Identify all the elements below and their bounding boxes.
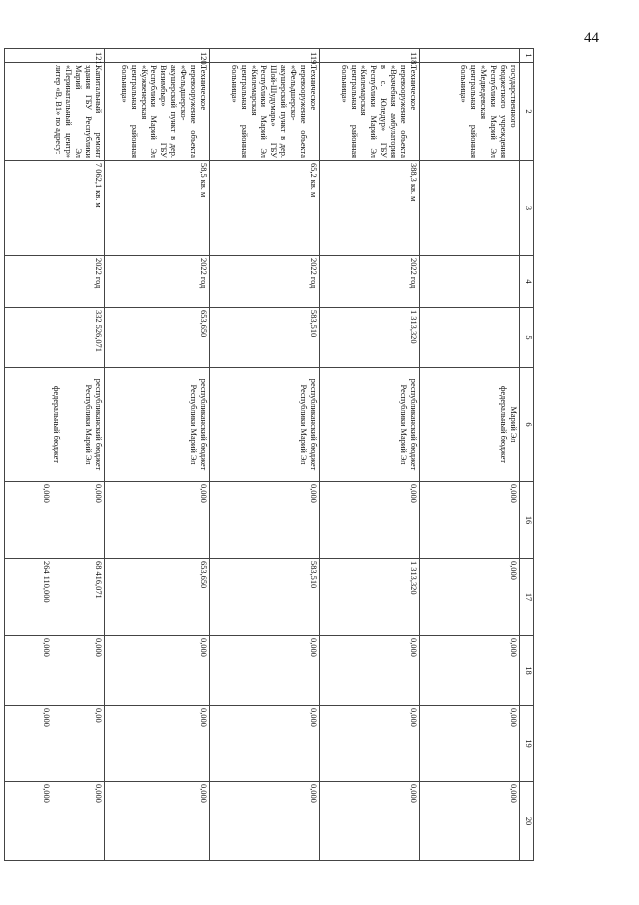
- header-row: [520, 49, 534, 861]
- year-cell: [420, 256, 520, 308]
- funding-source: республиканский бюджет Республики Марий Эл: [320, 368, 420, 482]
- funding-source: Марий Эл федеральный бюджет: [420, 368, 520, 482]
- value-cell: 0,00 0,000: [5, 706, 105, 782]
- object-description: Техническое перевооружение объекта «Врачебная амбулатория в с. Юледур» ГБУ Республики Марий Эл «Килемарская центральная районная больница»: [320, 63, 420, 161]
- total-cell: [420, 308, 520, 368]
- total-cell: 583,510: [210, 308, 320, 368]
- value-cell: 0,000 0,000: [5, 782, 105, 861]
- col-header: 4: [520, 256, 534, 308]
- value-cell: 0,000: [420, 482, 520, 559]
- value-cell: 0,000: [420, 636, 520, 706]
- value-cell: 0,000: [210, 706, 320, 782]
- value-cell: 0,000: [320, 706, 420, 782]
- object-description: Техническое перевооружение объекта «Фельдшерско-акушерский пункт в дер. Шой-Шудумарь» ГБУ Республики Марий Эл «Килемарская центральная районная больница»: [210, 63, 320, 161]
- col-header: 16: [520, 482, 534, 559]
- col-header: 5: [520, 308, 534, 368]
- value-cell: 0,000: [320, 782, 420, 861]
- table-row: [5, 49, 105, 861]
- row-number: 120.: [105, 49, 210, 63]
- total-cell: 1 313,320: [320, 308, 420, 368]
- value-cell: 0,000 0,000: [5, 636, 105, 706]
- value-cell: 0,000: [105, 482, 210, 559]
- col-header: 6: [520, 368, 534, 482]
- year-cell: 2022 год: [5, 256, 105, 308]
- row-number: 119.: [210, 49, 320, 63]
- rotated-table-container: [42, 48, 534, 860]
- col-header: 20: [520, 782, 534, 861]
- value-cell: 68 416,071 264 110,000: [5, 559, 105, 636]
- value-cell: 0,000: [420, 782, 520, 861]
- area-cell: 388,3 кв. м: [320, 161, 420, 256]
- col-header: 19: [520, 706, 534, 782]
- year-cell: 2022 год: [210, 256, 320, 308]
- funding-source: республиканский бюджет Республики Марий Эл федеральный бюджет: [5, 368, 105, 482]
- col-header: 2: [520, 63, 534, 161]
- value-cell: 0,000: [105, 636, 210, 706]
- col-header: 18: [520, 636, 534, 706]
- value-cell: 0,000: [420, 559, 520, 636]
- page-number: 44: [584, 30, 599, 46]
- row-number: 118.: [320, 49, 420, 63]
- total-cell: 653,650: [105, 308, 210, 368]
- value-cell: 0,000: [320, 636, 420, 706]
- funding-source: республиканский бюджет Республики Марий Эл: [210, 368, 320, 482]
- year-cell: 2022 год: [105, 256, 210, 308]
- value-cell: 1 313,320: [320, 559, 420, 636]
- row-number: [420, 49, 520, 63]
- table-row: [320, 49, 420, 861]
- year-cell: 2022 год: [320, 256, 420, 308]
- object-description: Техническое перевооружение объекта «Фельдшерско-акушерский пункт в дер. Визимбыр» ГБУ Республики Марий Эл «Кужвенерская центральная районная больница»: [105, 63, 210, 161]
- table-row: [105, 49, 210, 861]
- budget-table: [4, 48, 534, 861]
- table-row: [420, 49, 520, 861]
- area-cell: [420, 161, 520, 256]
- value-cell: 0,000: [210, 482, 320, 559]
- funding-source: республиканский бюджет Республики Марий Эл: [105, 368, 210, 482]
- object-description: Капитальный ремонт здания ГБУ Республики Марий Эл «Перинатальный центр» литер «В, В1» по адресу:: [5, 63, 105, 161]
- col-header: 1: [520, 49, 534, 63]
- table-row: [210, 49, 320, 861]
- value-cell: 583,510: [210, 559, 320, 636]
- object-description: государственного бюджетного учреждения Республики Марий Эл «Медведевская центральная районная больница»: [420, 63, 520, 161]
- value-cell: 0,000: [420, 706, 520, 782]
- value-cell: 653,650: [105, 559, 210, 636]
- col-header: 17: [520, 559, 534, 636]
- total-cell: 332 526,071: [5, 308, 105, 368]
- value-cell: 0,000: [320, 482, 420, 559]
- value-cell: 0,000: [210, 782, 320, 861]
- area-cell: 58,5 кв. м: [105, 161, 210, 256]
- col-header: 3: [520, 161, 534, 256]
- area-cell: 7 062,1 кв. м: [5, 161, 105, 256]
- value-cell: 0,000 0,000: [5, 482, 105, 559]
- value-cell: 0,000: [210, 636, 320, 706]
- value-cell: 0,000: [105, 706, 210, 782]
- row-number: 121.: [5, 49, 105, 63]
- area-cell: 65,2 кв. м: [210, 161, 320, 256]
- value-cell: 0,000: [105, 782, 210, 861]
